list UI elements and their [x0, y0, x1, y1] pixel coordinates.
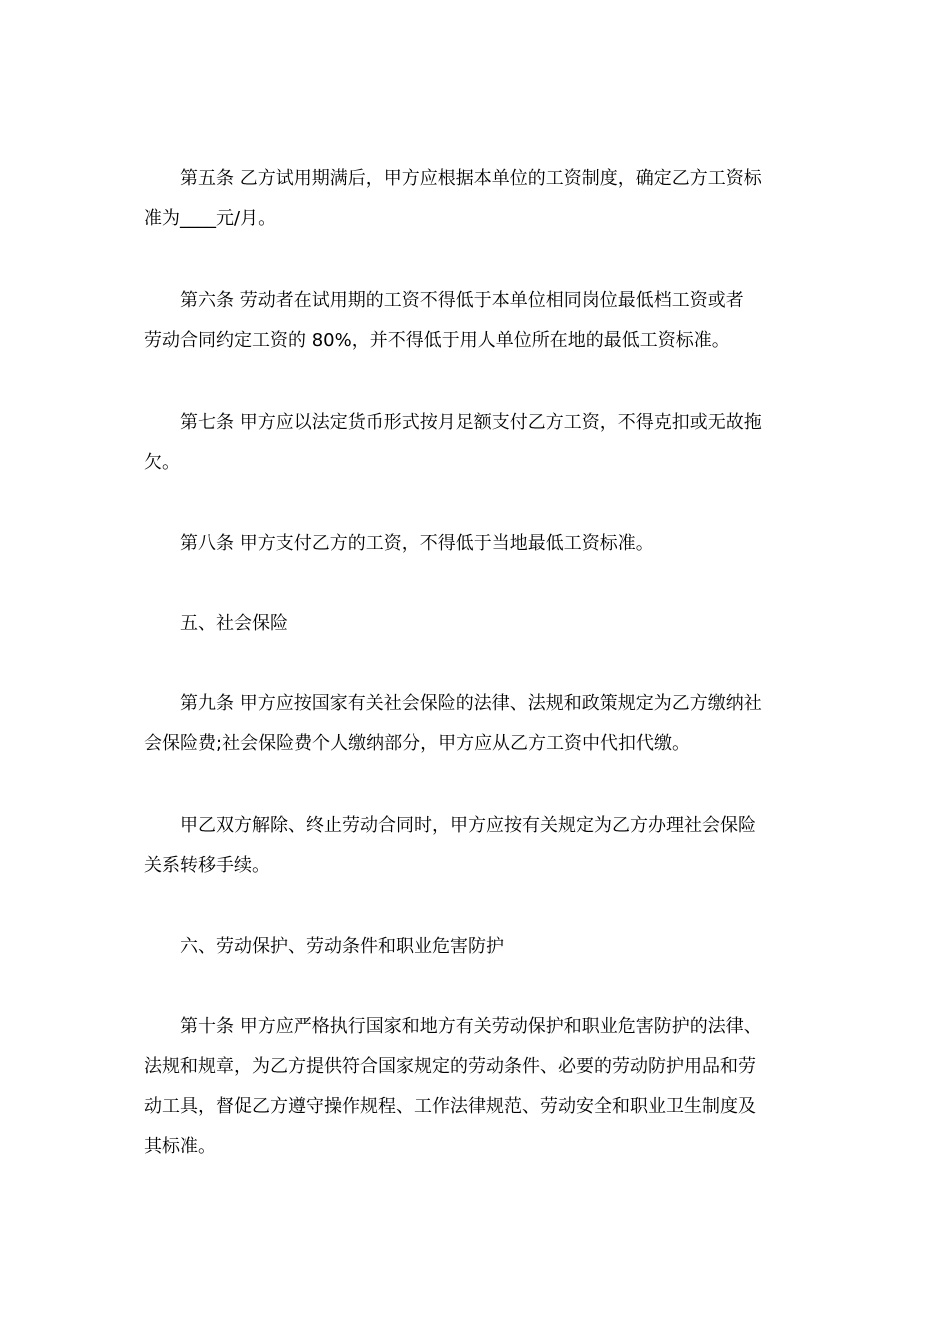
article-10-line-2: 法规和规章，为乙方提供符合国家规定的劳动条件、必要的劳动防护用品和劳: [144, 1056, 756, 1077]
article-6-line-1: 第六条 劳动者在试用期的工资不得低于本单位相同岗位最低档工资或者: [180, 290, 744, 311]
article-10-line-1: 第十条 甲方应严格执行国家和地方有关劳动保护和职业危害防护的法律、: [180, 1016, 762, 1037]
article-7-line-1: 第七条 甲方应以法定货币形式按月足额支付乙方工资，不得克扣或无故拖: [180, 412, 762, 433]
article-8-line-1: 第八条 甲方支付乙方的工资，不得低于当地最低工资标准。: [180, 533, 654, 554]
article-10-line-3: 动工具，督促乙方遵守操作规程、工作法律规范、劳动安全和职业卫生制度及: [144, 1096, 756, 1117]
termination-clause-line-1: 甲乙双方解除、终止劳动合同时，甲方应按有关规定为乙方办理社会保险: [180, 815, 756, 836]
article-9-line-1: 第九条 甲方应按国家有关社会保险的法律、法规和政策规定为乙方缴纳社: [180, 693, 762, 714]
article-10-line-4: 其标准。: [144, 1136, 216, 1157]
section-5-heading: 五、社会保险: [180, 613, 288, 634]
article-7-line-2: 欠。: [144, 452, 180, 473]
section-6-heading: 六、劳动保护、劳动条件和职业危害防护: [180, 936, 504, 957]
article-5-line-1: 第五条 乙方试用期满后，甲方应根据本单位的工资制度，确定乙方工资标: [180, 168, 762, 189]
article-6-line-2: 劳动合同约定工资的 80%，并不得低于用人单位所在地的最低工资标准。: [144, 330, 730, 351]
termination-clause-line-2: 关系转移手续。: [144, 855, 270, 876]
article-9-line-2: 会保险费;社会保险费个人缴纳部分，甲方应从乙方工资中代扣代缴。: [144, 733, 691, 754]
article-5-line-2: 准为____元/月。: [144, 208, 277, 229]
